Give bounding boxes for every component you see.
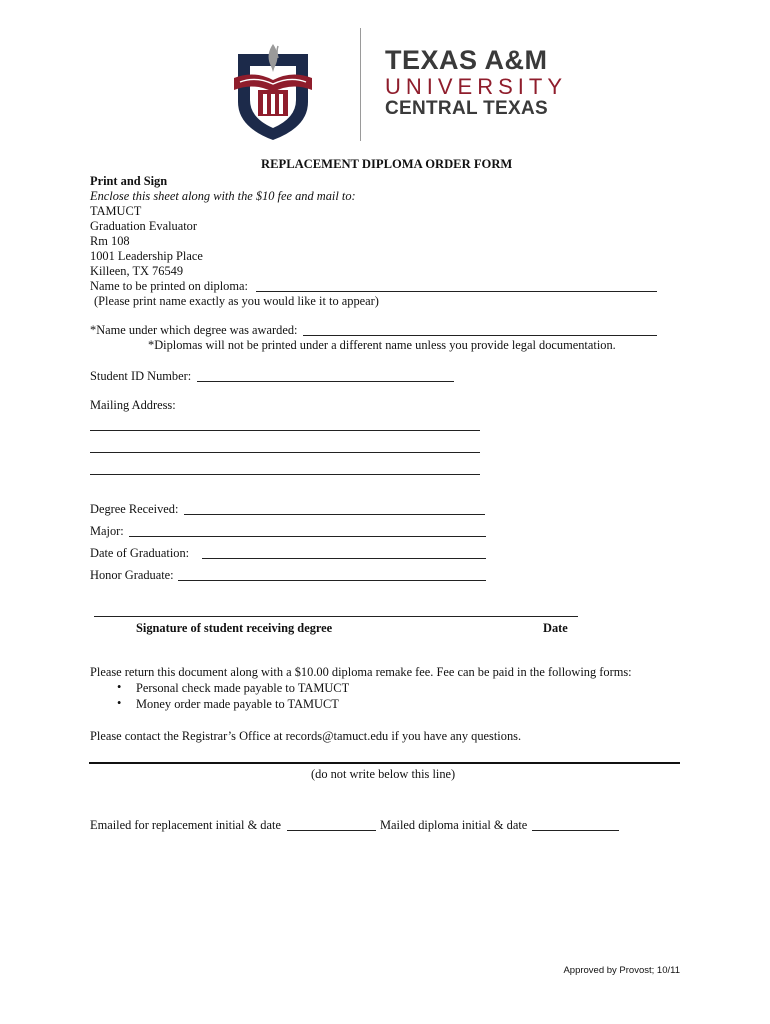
shield-icon — [234, 44, 312, 140]
do-not-write-note: (do not write below this line) — [311, 767, 456, 781]
wordmark-line1: TEXAS A&M — [385, 45, 548, 75]
print-note: (Please print name exactly as you would like it to appear) — [94, 294, 379, 308]
print-sign-heading: Print and Sign — [90, 174, 168, 188]
signature-line[interactable] — [94, 616, 578, 617]
logo-divider — [360, 28, 361, 141]
mailed-label: Mailed diploma initial & date — [380, 818, 528, 832]
office-use-divider — [89, 762, 680, 764]
emailed-label: Emailed for replacement initial & date — [90, 818, 281, 832]
graduation-date-field[interactable] — [202, 558, 486, 559]
degree-received-label: Degree Received: — [90, 502, 179, 516]
mailing-address-field-1[interactable] — [90, 430, 480, 431]
honor-graduate-field[interactable] — [178, 580, 486, 581]
bullet-icon: • — [117, 680, 122, 694]
mailing-address-field-2[interactable] — [90, 452, 480, 453]
diploma-note: *Diplomas will not be printed under a different name unless you provide legal documentation. — [148, 338, 616, 352]
return-instructions: Please return this document along with a $10.00 diploma remake fee. Fee can be paid in the following forms: — [90, 665, 632, 679]
payment-option-2: Money order made payable to TAMUCT — [136, 697, 339, 711]
form-title: REPLACEMENT DIPLOMA ORDER FORM — [261, 157, 513, 171]
emailed-field[interactable] — [287, 830, 376, 831]
bullet-icon: • — [117, 696, 122, 710]
contact-text: Please contact the Registrar’s Office at records@tamuct.edu if you have any questions. — [90, 729, 522, 743]
address-line-2: Graduation Evaluator — [90, 219, 198, 233]
name-awarded-label: *Name under which degree was awarded: — [90, 323, 298, 337]
mailing-address-field-3[interactable] — [90, 474, 480, 475]
wordmark-line2: UNIVERSITY — [385, 74, 568, 99]
name-printed-field[interactable] — [256, 291, 657, 292]
student-id-field[interactable] — [197, 381, 454, 382]
major-field[interactable] — [129, 536, 486, 537]
address-line-1: TAMUCT — [90, 204, 142, 218]
payment-option-1: Personal check made payable to TAMUCT — [136, 681, 350, 695]
address-line-4: 1001 Leadership Place — [90, 249, 203, 263]
name-awarded-field[interactable] — [303, 335, 657, 336]
name-printed-label: Name to be printed on diploma: — [90, 279, 248, 293]
enclose-instructions: Enclose this sheet along with the $10 fee and mail to: — [90, 189, 356, 203]
degree-received-field[interactable] — [184, 514, 485, 515]
student-id-label: Student ID Number: — [90, 369, 192, 383]
address-line-5: Killeen, TX 76549 — [90, 264, 184, 278]
honor-graduate-label: Honor Graduate: — [90, 568, 174, 582]
graduation-date-label: Date of Graduation: — [90, 546, 190, 560]
mailed-field[interactable] — [532, 830, 619, 831]
address-line-3: Rm 108 — [90, 234, 130, 248]
major-label: Major: — [90, 524, 124, 538]
wordmark-line3: CENTRAL TEXAS — [385, 98, 548, 119]
mailing-address-label: Mailing Address: — [90, 398, 176, 412]
signature-label: Signature of student receiving degree — [136, 621, 333, 635]
approval-footer: Approved by Provost; 10/11 — [563, 965, 680, 976]
date-label: Date — [543, 621, 568, 635]
